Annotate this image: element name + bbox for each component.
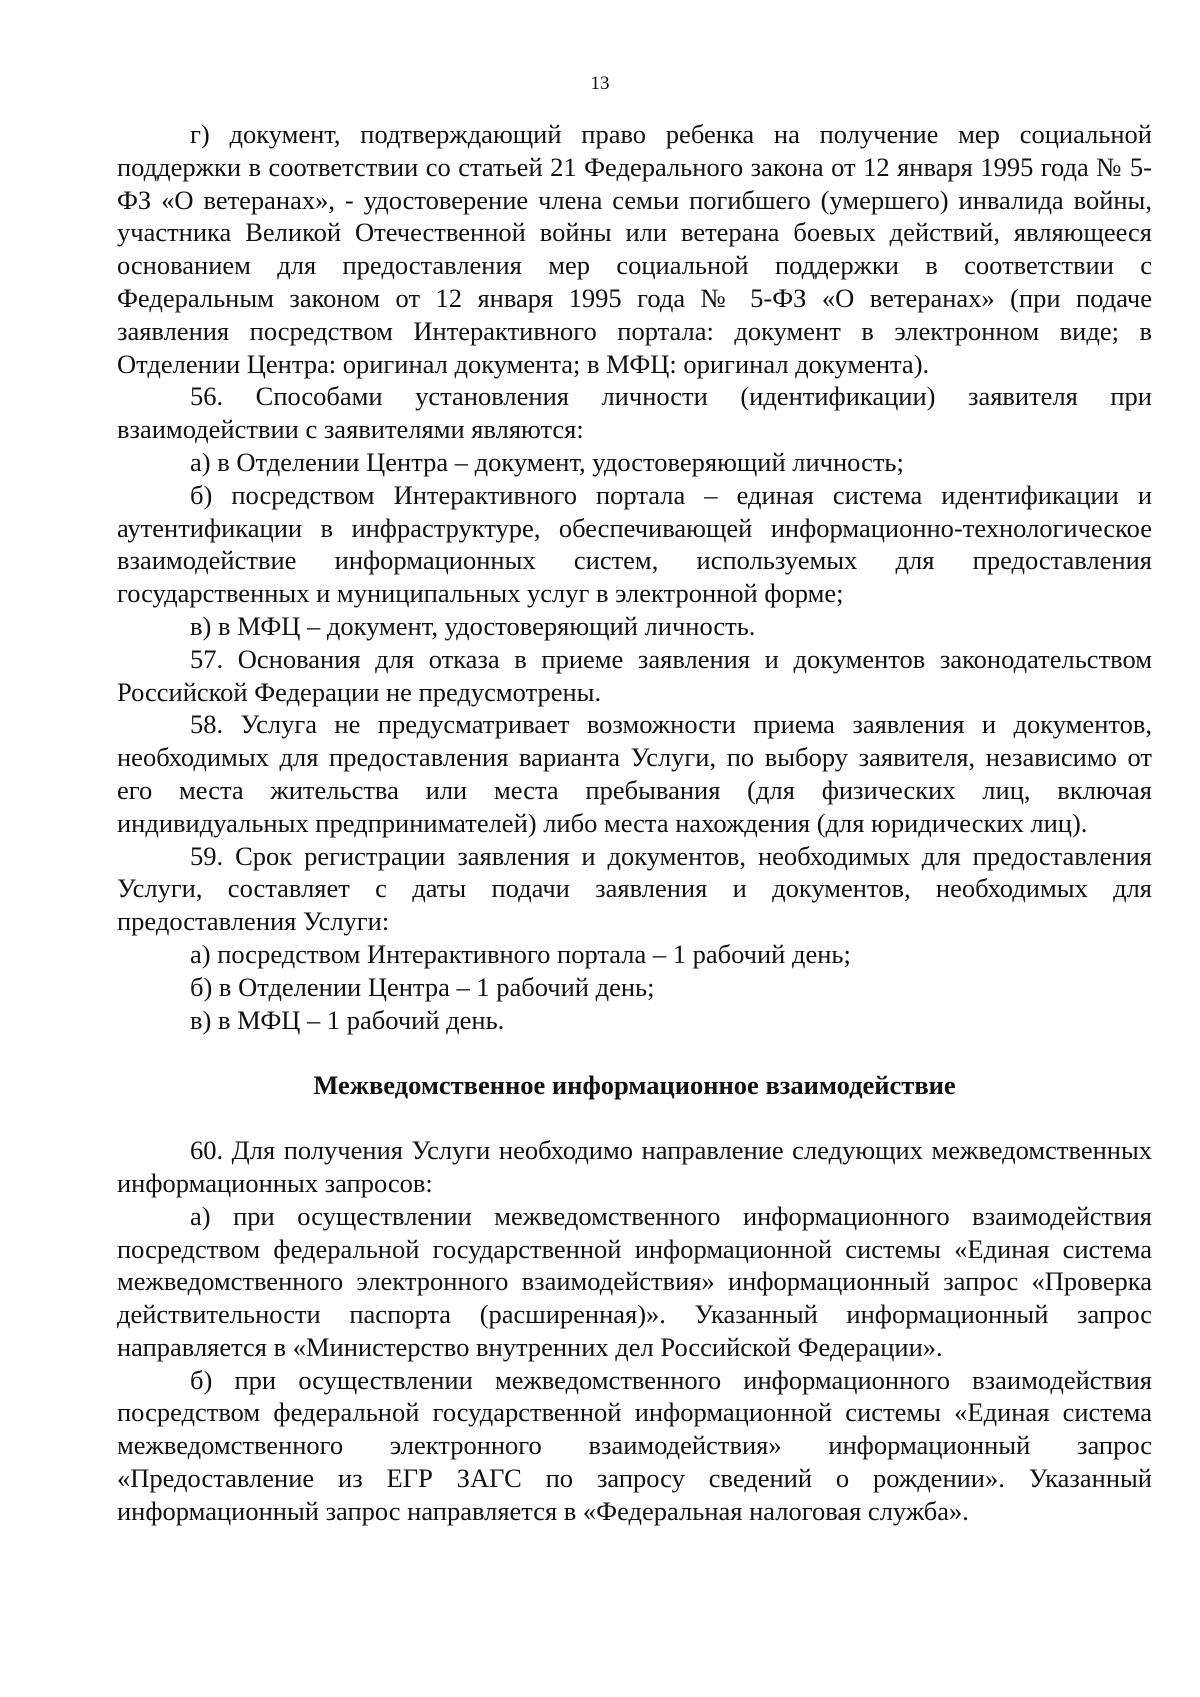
paragraph-56-item-v: в) в МФЦ – документ, удостоверяющий личность.: [190, 610, 756, 641]
paragraph-59-item-a: а) посредством Интерактивного портала – 1 рабочий день;: [190, 938, 851, 969]
paragraph-56-item-a: а) в Отделении Центра – документ, удостоверяющий личность;: [190, 446, 904, 477]
paragraph-59-item-b: б) в Отделении Центра – 1 рабочий день;: [190, 971, 655, 1002]
paragraph-58-extraterritorial: 58. Услуга не предусматривает возможности приема заявления и документов, необходимых для предоставления варианта Услуги, по выбору заявителя, независимо от его места жительства или места пребывания (для физических лиц, включая индивидуальных предпринимателей) либо места нахождения (для юридических лиц).: [117, 709, 1152, 838]
page-number: 13: [590, 73, 610, 94]
paragraph-60-item-a: а) при осуществлении межведомственного информационного взаимодействия посредством федеральной государственной информационной системы «Единая система межведомственного электронного взаимодействия» информационный запрос «Проверка действительности паспорта (расширенная)». Указанный информационный запрос направляется в «Министерство внутренних дел Российской Федерации».: [117, 1200, 1152, 1362]
paragraph-57-refusal-grounds: 57. Основания для отказа в приеме заявления и документов законодательством Российской Федерации не предусмотрены.: [117, 643, 1152, 707]
paragraph-item-g-veterans-certificate: г) документ, подтверждающий право ребенка на получение мер социальной поддержки в соответствии со статьей 21 Федерального закона от 12 января 1995 года № 5-ФЗ «О ветеранах», - удостоверение члена семьи погибшего (умершего) инвалида войны, участника Великой Отечественной войны или ветерана боевых действий, являющееся основанием для предоставления мер социальной поддержки в соответствии с Федеральным законом от 12 января 1995 года № 5-ФЗ «О ветеранах» (при подаче заявления посредством Интерактивного портала: документ в электронном виде; в Отделении Центра: оригинал документа; в МФЦ: оригинал документа).: [117, 119, 1152, 379]
paragraph-59-item-v: в) в МФЦ – 1 рабочий день.: [190, 1004, 505, 1035]
paragraph-60-item-b: б) при осуществлении межведомственного информационного взаимодействия посредством федеральной государственной информационной системы «Единая система межведомственного электронного взаимодействия» информационный запрос «Предоставление из ЕГР ЗАГС по запросу сведений о рождении». Указанный информационный запрос направляется в «Федеральная налоговая служба».: [117, 1364, 1152, 1526]
document-body: [117, 118, 1152, 1528]
paragraph-56-identification-methods: 56. Способами установления личности (идентификации) заявителя при взаимодействии с заявителями являются:: [117, 381, 1152, 445]
section-heading: Межведомственное информационное взаимодействие: [313, 1070, 956, 1101]
paragraph-56-item-b: б) посредством Интерактивного портала – единая система идентификации и аутентификации в инфраструктуре, обеспечивающей информационно-технологическое взаимодействие информационных систем, используемых для предоставления государственных и муниципальных услуг в электронной форме;: [117, 479, 1152, 609]
paragraph-59-registration-term: 59. Срок регистрации заявления и документов, необходимых для предоставления Услуги, составляет с даты подачи заявления и документов, необходимых для предоставления Услуги:: [117, 840, 1152, 937]
paragraph-60-interagency-requests: 60. Для получения Услуги необходимо направление следующих межведомственных информационных запросов:: [117, 1135, 1152, 1198]
